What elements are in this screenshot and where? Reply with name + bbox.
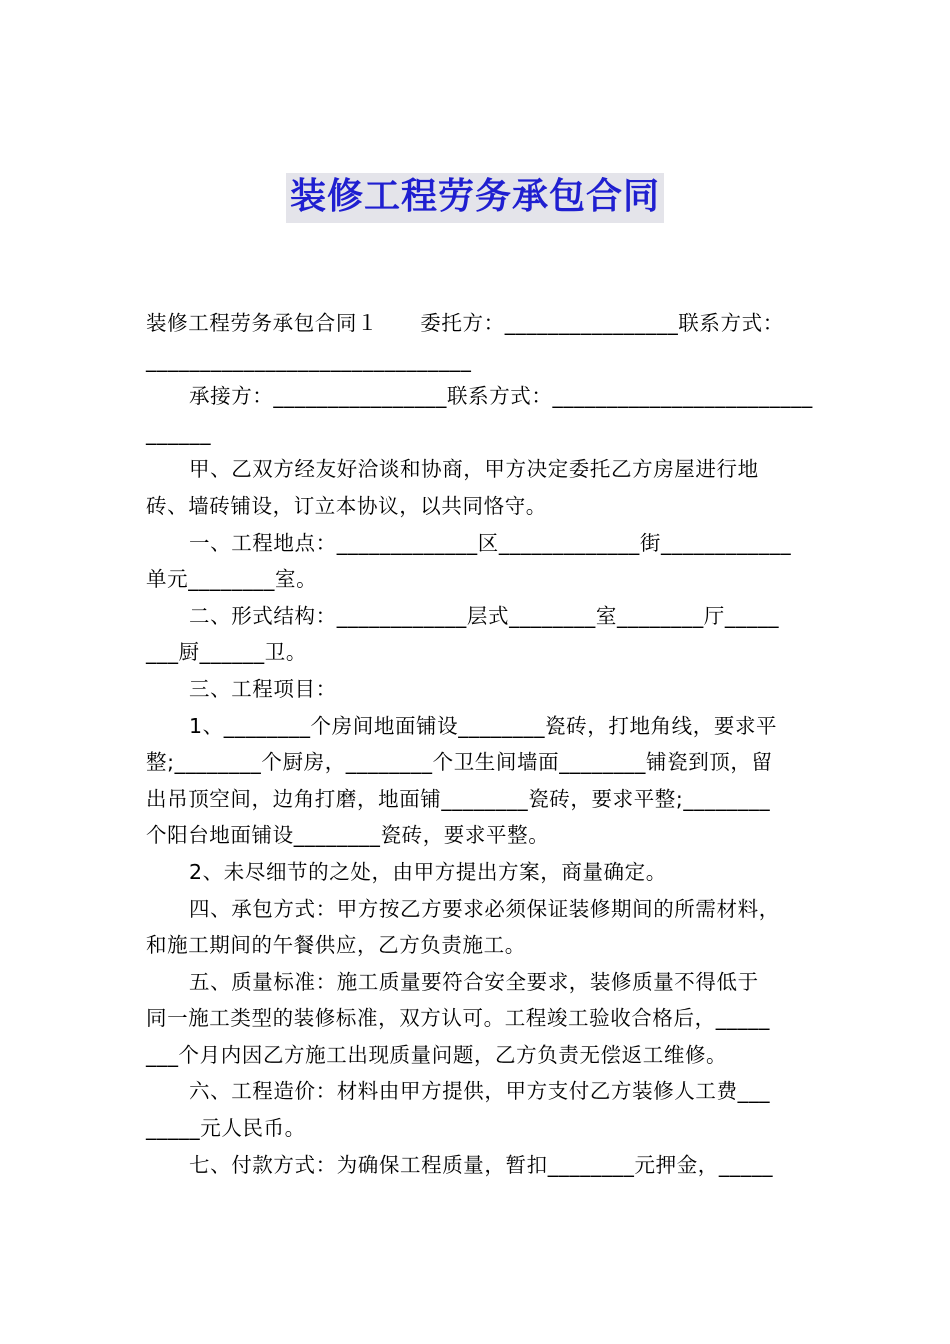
line-16: 2、未尽细节的之处，由甲方提出方案，商量确定。 [189,859,667,884]
line-19: 五、质量标准：施工质量要符合安全要求，装修质量不得低于 [189,969,759,994]
document-title: 装修工程劳务承包合同 [286,173,664,223]
line-7: 一、工程地点：_____________区_____________街____________ [189,530,792,555]
line-21: ___个月内因乙方施工出现质量问题，乙方负责无偿返工维修。 [146,1042,728,1067]
document-title-block [0,173,950,223]
line-23: _____元人民币。 [146,1116,306,1141]
line-1: 装修工程劳务承包合同１ 委托方：________________联系方式： [146,311,784,335]
line-12: 1、________个房间地面铺设________瓷砖，打地角线，要求平 [189,713,778,738]
line-9: 二、形式结构：____________层式________室________厅_____ [189,603,780,628]
line-6: 砖、墙砖铺设，订立本协议，以共同恪守。 [146,493,547,518]
document-body [146,305,813,1183]
line-20: 同一施工类型的装修标准，双方认可。工程竣工验收合格后，_____ [146,1006,770,1031]
line-2: ______________________________ [146,347,472,372]
line-5: 甲、乙双方经友好洽谈和协商，甲方决定委托乙方房屋进行地 [189,457,759,482]
line-18: 和施工期间的午餐供应，乙方负责施工。 [146,933,526,958]
line-15: 个阳台地面铺设________瓷砖，要求平整。 [146,823,550,848]
line-8: 单元________室。 [146,567,318,592]
line-22: 六、工程造价：材料由甲方提供，甲方支付乙方装修人工费___ [189,1079,771,1104]
line-11: 三、工程项目： [189,676,337,701]
line-10: ___厨______卫。 [146,640,307,665]
line-24: 七、付款方式：为确保工程质量，暂扣________元押金，_____ [189,1152,774,1177]
line-3: 承接方：________________联系方式：________________________ [189,384,813,409]
line-13: 整;________个厨房，________个卫生间墙面________铺瓷到顶，留 [146,750,773,775]
line-14: 出吊顶空间，边角打磨，地面铺________瓷砖，要求平整;________ [146,786,771,811]
line-4: ______ [146,420,212,445]
line-17: 四、承包方式：甲方按乙方要求必须保证装修期间的所需材料， [189,896,780,921]
